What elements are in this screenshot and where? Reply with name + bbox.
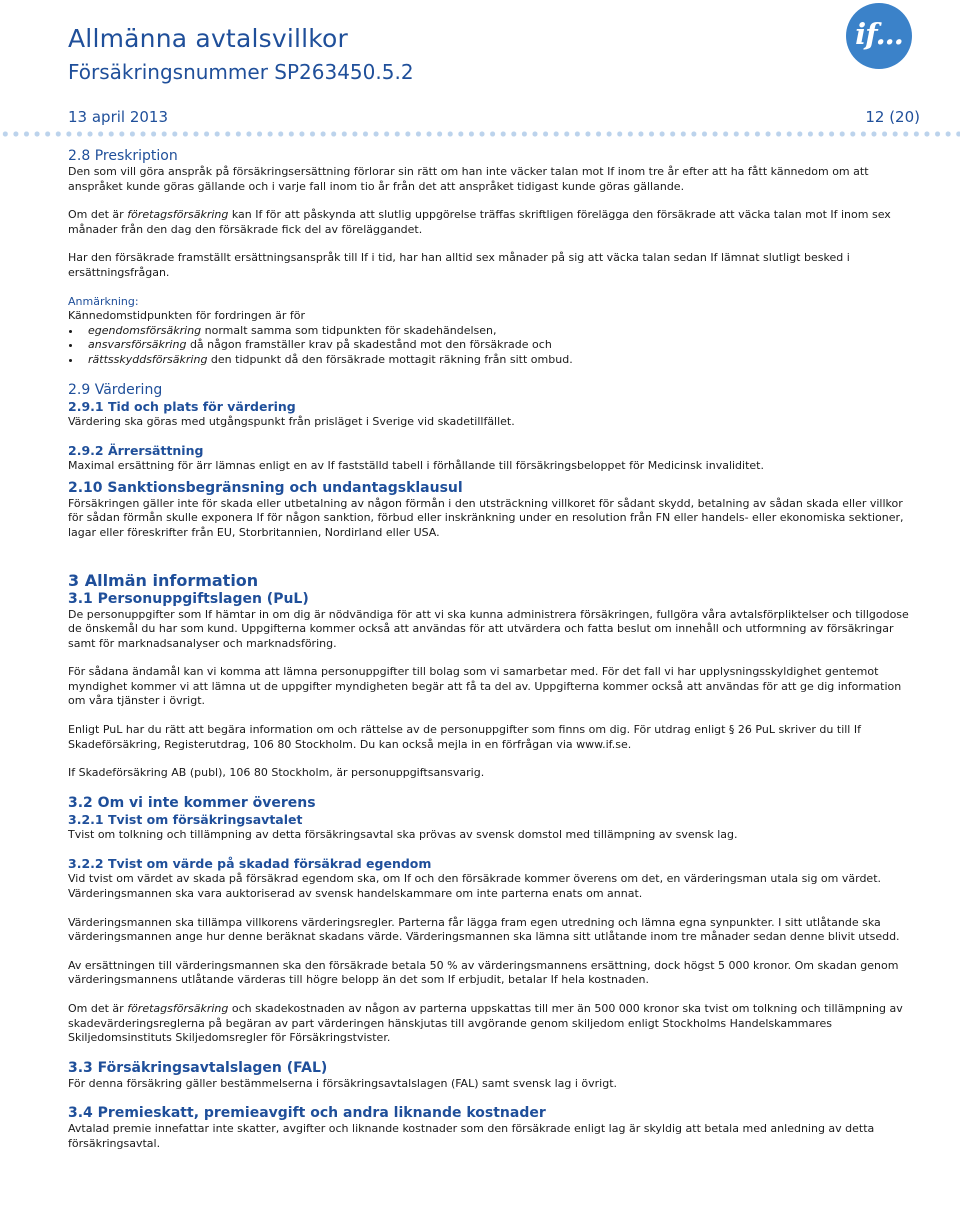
section-2-9-2-paragraph: Maximal ersättning för ärr lämnas enligt en av If fastställd tabell i förhållande till försäkringsbeloppet för Medicinsk invaliditet. [68,459,764,473]
dotted-divider [0,130,960,138]
page-number: 12 (20) [865,108,920,126]
note-bullet-list [68,324,914,368]
emphasis-term: företagsförsäkring [127,208,229,222]
section-3-2-1-heading: 3.2.1 Tvist om försäkringsavtalet [68,811,303,827]
if-logo [846,3,912,69]
list-item: ansvarsförsäkring då någon framställer krav på skadestånd mot den försäkrade och [68,338,914,353]
section-2-9-1-heading: 2.9.1 Tid och plats för värdering [68,398,296,414]
section-3-4-paragraph: Avtalad premie innefattar inte skatter, avgifter och liknande kostnader som den försäkrade enligt lag är skyldig att betala med anledning av detta försäkringsavtal. [68,1122,875,1150]
section-3-1-paragraph-4: If Skadeförsäkring AB (publ), 106 80 Stockholm, är personuppgiftsansvarig. [68,766,485,780]
document-title: Allmänna avtalsvillkor [68,24,349,53]
section-2-9-2-heading: 2.9.2 Ärrersättning [68,443,204,459]
section-2-8-paragraph-1: Den som vill göra anspråk på försäkringsersättning förlorar sin rätt om han inte väcker talan mot If inom tre år efter att ha fått kännedom om att anspråket kunde göras gällande och i varje fall inom tio år från det att anspråket tidigast kunde göras gällande. [68,165,869,193]
logo-text: if... [855,17,903,51]
section-3-2-2-paragraph-4: Om det är företagsförsäkring och skadekostnaden av någon av parterna uppskattas till mer än 500 000 kronor ska tvist om tolkning och tillämpning av skadevärderingsreglerna på begäran av part värderingen hänskjutas till avgörande genom skiljedom enligt Stockholms Handelskammares Skiljedomsinstituts Skiljedomsregler för Försäkringstvister. [68,1002,903,1045]
section-3-2-heading: 3.2 Om vi inte kommer överens [68,794,316,811]
section-3-1-heading: 3.1 Personuppgiftslagen (PuL) [68,590,309,607]
section-3-3-heading: 3.3 Försäkringsavtalslagen (FAL) [68,1059,328,1076]
document-date: 13 april 2013 [68,108,169,126]
list-item: rättsskyddsförsäkring den tidpunkt då den försäkrade mottagit räkning från sitt ombud. [68,353,914,368]
section-2-10-paragraph: Försäkringen gäller inte för skada eller utbetalning av någon förmån i den utsträckning villkoret för sådant skydd, betalning av sådan skada eller villkor för sådan förmån skulle exponera If för någon sanktion, förbud eller inskränkning under en resolution från FN eller handels- eller ekonomiska sektioner, lagar eller föreskrifter från EU, Storbritannien, Nordirland eller USA. [68,496,904,539]
section-2-8-paragraph-3: Har den försäkrade framställt ersättningsanspråk till If i tid, har han alltid sex månader på sig att väcka talan sedan If lämnat slutligt besked i ersättningsfrågan. [68,251,850,279]
section-3-2-2-paragraph-1: Vid tvist om värdet av skada på försäkrad egendom ska, om If och den försäkrade kommer överens om det, en värderingsman utala sig om värdet. Värderingsmannen ska vara auktoriserad av svensk handelskammare om inte parterna enats om annat. [68,872,882,901]
section-3-2-2-paragraph-2: Värderingsmannen ska tillämpa villkorens värderingsregler. Parterna får lägga fram egen utredning och lämna egna synpunkter. I sitt utlåtande ska värderingsmannen ange hur denne beräknat skadans värde. Värderingsmannen ska lämna sitt utlåtande inom tre månader sedan denne blivit utsedd. [68,915,900,944]
section-3-heading: 3 Allmän information [68,570,259,590]
section-3-4-heading: 3.4 Premieskatt, premieavgift och andra liknande kostnader [68,1105,546,1122]
section-3-1-paragraph-3: Enligt PuL har du rätt att begära information om och rättelse av de personuppgifter som finns om dig. För utdrag enligt § 26 PuL skriver du till If Skadeförsäkring, Registerutdrag, 106 80 Stockholm. Du kan också mejla in en förfrågan via www.if.se. [68,723,861,751]
section-2-8-heading: 2.8 Preskription [68,148,178,164]
section-2-9-heading: 2.9 Värdering [68,381,163,398]
section-3-1-paragraph-2: För sådana ändamål kan vi komma att lämna personuppgifter till bolag som vi samarbetar med. För det fall vi har upplysningsskyldighet gentemot myndighet kommer vi att lämna ut de uppgifter myndigheten begär att få ta del av. Uppgifterna kommer också att användas för att ge dig information om våra tjänster i övrigt. [68,665,902,708]
section-3-2-2-heading: 3.2.2 Tvist om värde på skadad försäkrad egendom [68,856,432,872]
section-3-2-2-paragraph-3: Av ersättningen till värderingsmannen ska den försäkrade betala 50 % av värderingsmannens ersättning, dock högst 5 000 kronor. Om skadan genom värderingsmannens utlåtande värderas till högre belopp än det som If erbjudit, betalar If hela kostnaden. [68,958,899,987]
emphasis-term: företagsförsäkring [127,1002,229,1015]
section-3-1-paragraph-1: De personuppgifter som If hämtar in om dig är nödvändiga för att vi ska kunna administrera försäkringen, fullgöra våra avtalsförpliktelser och tillgodose de önskemål du har som kund. Uppgifterna kommer också att användas för att utvärdera och fatta beslut om innehåll och utformning av försäkringar samt för marknadsanalyser och marknadsföring. [68,607,909,650]
section-2-10-heading: 2.10 Sanktionsbegränsning och undantagsklausul [68,479,463,496]
document-body [68,148,914,1152]
section-2-9-1-paragraph: Värdering ska göras med utgångspunkt från prisläget i Sverige vid skadetillfället. [68,414,515,428]
section-3-2-1-paragraph: Tvist om tolkning och tillämpning av detta försäkringsavtal ska prövas av svensk domstol med tillämpning av svensk lag. [68,827,738,841]
section-3-3-paragraph: För denna försäkring gäller bestämmelserna i försäkringsavtalslagen (FAL) samt svensk lag i övrigt. [68,1076,618,1090]
note-label: Anmärkning: [68,294,139,308]
section-2-8-paragraph-2: Om det är företagsförsäkring kan If för att påskynda att slutlig uppgörelse träffas skriftligen förelägga den försäkrade att väcka talan mot If inom sex månader från den dag den försäkrade fick del av föreläggandet. [68,208,891,236]
note-intro: Kännedomstidpunkten för fordringen är för [68,309,306,323]
list-item: egendomsförsäkring normalt samma som tidpunkten för skadehändelsen, [68,324,914,339]
policy-number: Försäkringsnummer SP263450.5.2 [68,60,414,84]
